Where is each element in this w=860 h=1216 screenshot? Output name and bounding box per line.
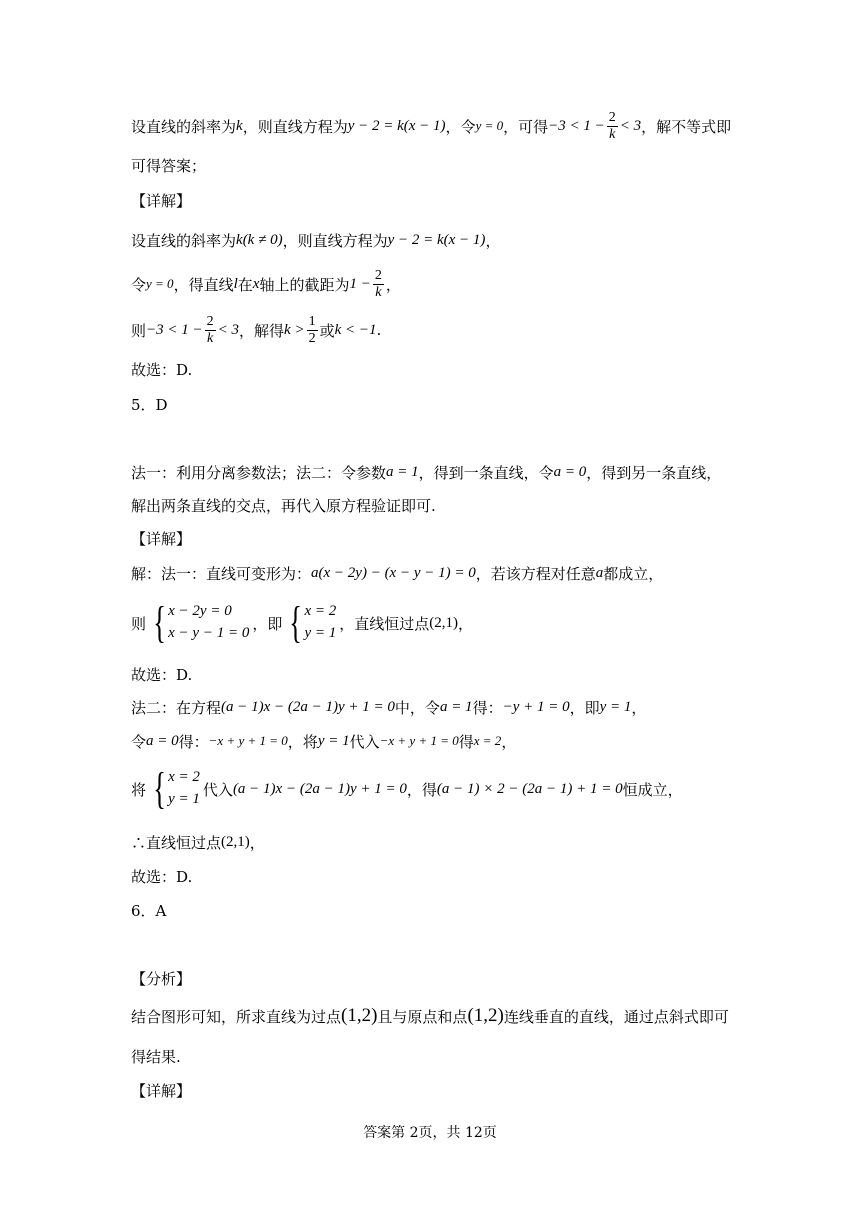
text: 设直线的斜率为 [131,117,237,136]
math-point: (1,2) [341,1005,378,1026]
text: ， [385,275,401,294]
text: 5．D [131,395,168,414]
math-k-greater: k > [284,321,305,338]
math-y-one: y = 1 [599,698,632,715]
math-l: l [233,275,238,292]
text: 结合图形可知，所求直线为过点 [131,1007,342,1026]
text: ， [631,698,647,717]
math-a-one: a = 1 [386,463,419,480]
text: . [376,321,382,339]
text: 在 [237,275,253,294]
math-line-equation: y − 2 = k(x − 1) [347,117,446,134]
text: 令 [131,732,147,751]
section-heading-detail [131,1070,191,1110]
text: ，令 [445,117,476,136]
text: ， [501,732,517,751]
math-line-equation: y − 2 = k(x − 1) [387,231,486,248]
detail-5-line-2 [131,598,473,648]
text: 轴上的截距为 [259,275,350,294]
math-y-one: y = 1 [317,732,350,749]
math-y-zero: y = 0 [146,276,174,291]
analysis-6-line-1 [131,996,729,1036]
text: 得： [178,732,209,751]
text: ，直线恒过点 [339,614,430,633]
equation-system-2: { x = 2 y = 1 [289,598,337,647]
fraction-1-over-2: $\frac{1}{2}$ [308,314,316,346]
equation-system-1: { x − 2y = 0 x − y − 1 = 0 [153,598,250,647]
fraction-2-over-k: $\frac{2}{k}$ [608,110,616,142]
text: ，得直线 [173,275,234,294]
math-intercept: 1 − [349,275,371,292]
text: 且与原点和点 [377,1007,468,1026]
math-point: (2,1) [429,614,459,631]
detail-line-1 [131,220,500,260]
math-result: −x + y + 1 = 0 [379,733,459,748]
math-transformed-equation: a(x − 2y) − (x − y − 1) = 0 [311,564,476,581]
heading: 【详解】 [131,529,192,548]
math-point: (2,1) [221,833,250,850]
text: 6．A [131,901,167,920]
text: ，得到一条直线，令 [418,463,554,482]
text: 代入 [349,732,380,751]
text: ，即 [252,614,283,633]
text: 得结果. [131,1047,181,1066]
text: ， [249,833,265,852]
brace-icon: { [289,598,303,647]
text: 则 [131,321,147,340]
text: ，将 [287,732,318,751]
text: 故选：D. [131,867,193,886]
text: ， [458,614,474,633]
math-result: −x + y + 1 = 0 [208,733,288,748]
math-a: a [595,564,604,581]
math-a-zero: a = 0 [146,732,179,749]
math-result: −y + 1 = 0 [502,698,570,715]
detail-5-line-5 [131,764,683,814]
math-x-two: x = 2 [473,733,502,748]
math-k-nonzero: (k ≠ 0) [242,231,283,248]
detail-line-2 [131,264,401,304]
question-number-6 [131,890,166,930]
detail-line-3 [131,310,381,350]
question-number-5 [131,384,168,424]
detail-5-line-4 [131,721,516,761]
text: 代入 [202,780,233,799]
math-inequality-right: < 3 [217,321,240,338]
text: 令 [131,275,147,294]
section-heading-detail [131,180,191,220]
heading: 【分析】 [131,969,192,988]
text: 恒成立， [622,780,683,799]
text: ，则直线方程为 [282,231,388,250]
heading: 【详解】 [131,1081,192,1100]
math-a-zero: a = 0 [553,463,587,480]
text: 可得答案； [131,156,207,175]
math-k-less: k < −1 [334,321,377,338]
text: 连线垂直的直线，通过点斜式即可 [503,1007,729,1026]
text: 得： [472,698,503,717]
text: 设直线的斜率为 [131,231,237,250]
page-footer: 答案第 2页，共 12页 [363,1125,497,1141]
math-k: k [236,231,243,248]
math-y-zero: y = 0 [475,118,504,133]
analysis-line-1 [131,106,731,146]
text: 将 [131,780,147,799]
equation-system-3: { x = 2 y = 1 [153,764,200,813]
text: ，得 [406,780,437,799]
text: ，解得 [239,321,285,340]
math-inequality-right: < 3 [619,117,642,134]
math-x: x [252,275,260,292]
text: ∴直线恒过点 [131,833,222,852]
text: 都成立， [603,564,664,583]
math-substituted: (a − 1) × 2 − (2a − 1) + 1 = 0 [436,780,623,797]
math-a-one: a = 1 [439,698,473,715]
text: 法二：在方程 [131,698,222,717]
text: ，得到另一条直线， [586,463,722,482]
math-original-equation: (a − 1)x − (2a − 1)y + 1 = 0 [221,698,395,715]
text: 解出两条直线的交点，再代入原方程验证即可. [131,496,436,515]
text: 故选：D. [131,665,193,684]
answer-line [131,349,192,389]
text: ，若该方程对任意 [475,564,596,583]
text: 故选：D. [131,360,193,379]
brace-icon: { [153,598,166,647]
math-k: k [236,117,243,134]
text: ，可得 [503,117,549,136]
text: 解：法一：直线可变形为： [131,564,312,583]
detail-5-line-1 [131,553,663,593]
section-heading-analysis [131,958,191,998]
brace-icon: { [153,764,166,813]
section-heading-detail [131,518,191,558]
analysis-line-2 [131,145,206,185]
text: ，则直线方程为 [242,117,348,136]
text: ，解不等式即 [641,117,732,136]
math-inequality-left: −3 < 1 − [548,117,605,134]
text: ，即 [569,698,600,717]
fraction-2-over-k: $\frac{2}{k}$ [374,268,382,300]
text: 中，令 [394,698,440,717]
math-point: (1,2) [467,1005,504,1026]
text: 则 [131,614,147,633]
text: 或 [319,321,335,340]
text: 法一：利用分离参数法；法二：令参数 [131,463,387,482]
math-inequality-left: −3 < 1 − [146,321,203,338]
text: ， [485,231,501,250]
math-original-equation: (a − 1)x − (2a − 1)y + 1 = 0 [232,780,407,797]
heading: 【详解】 [131,191,192,210]
text: 得 [458,732,474,751]
fraction-2-over-k: $\frac{2}{k}$ [206,314,214,346]
